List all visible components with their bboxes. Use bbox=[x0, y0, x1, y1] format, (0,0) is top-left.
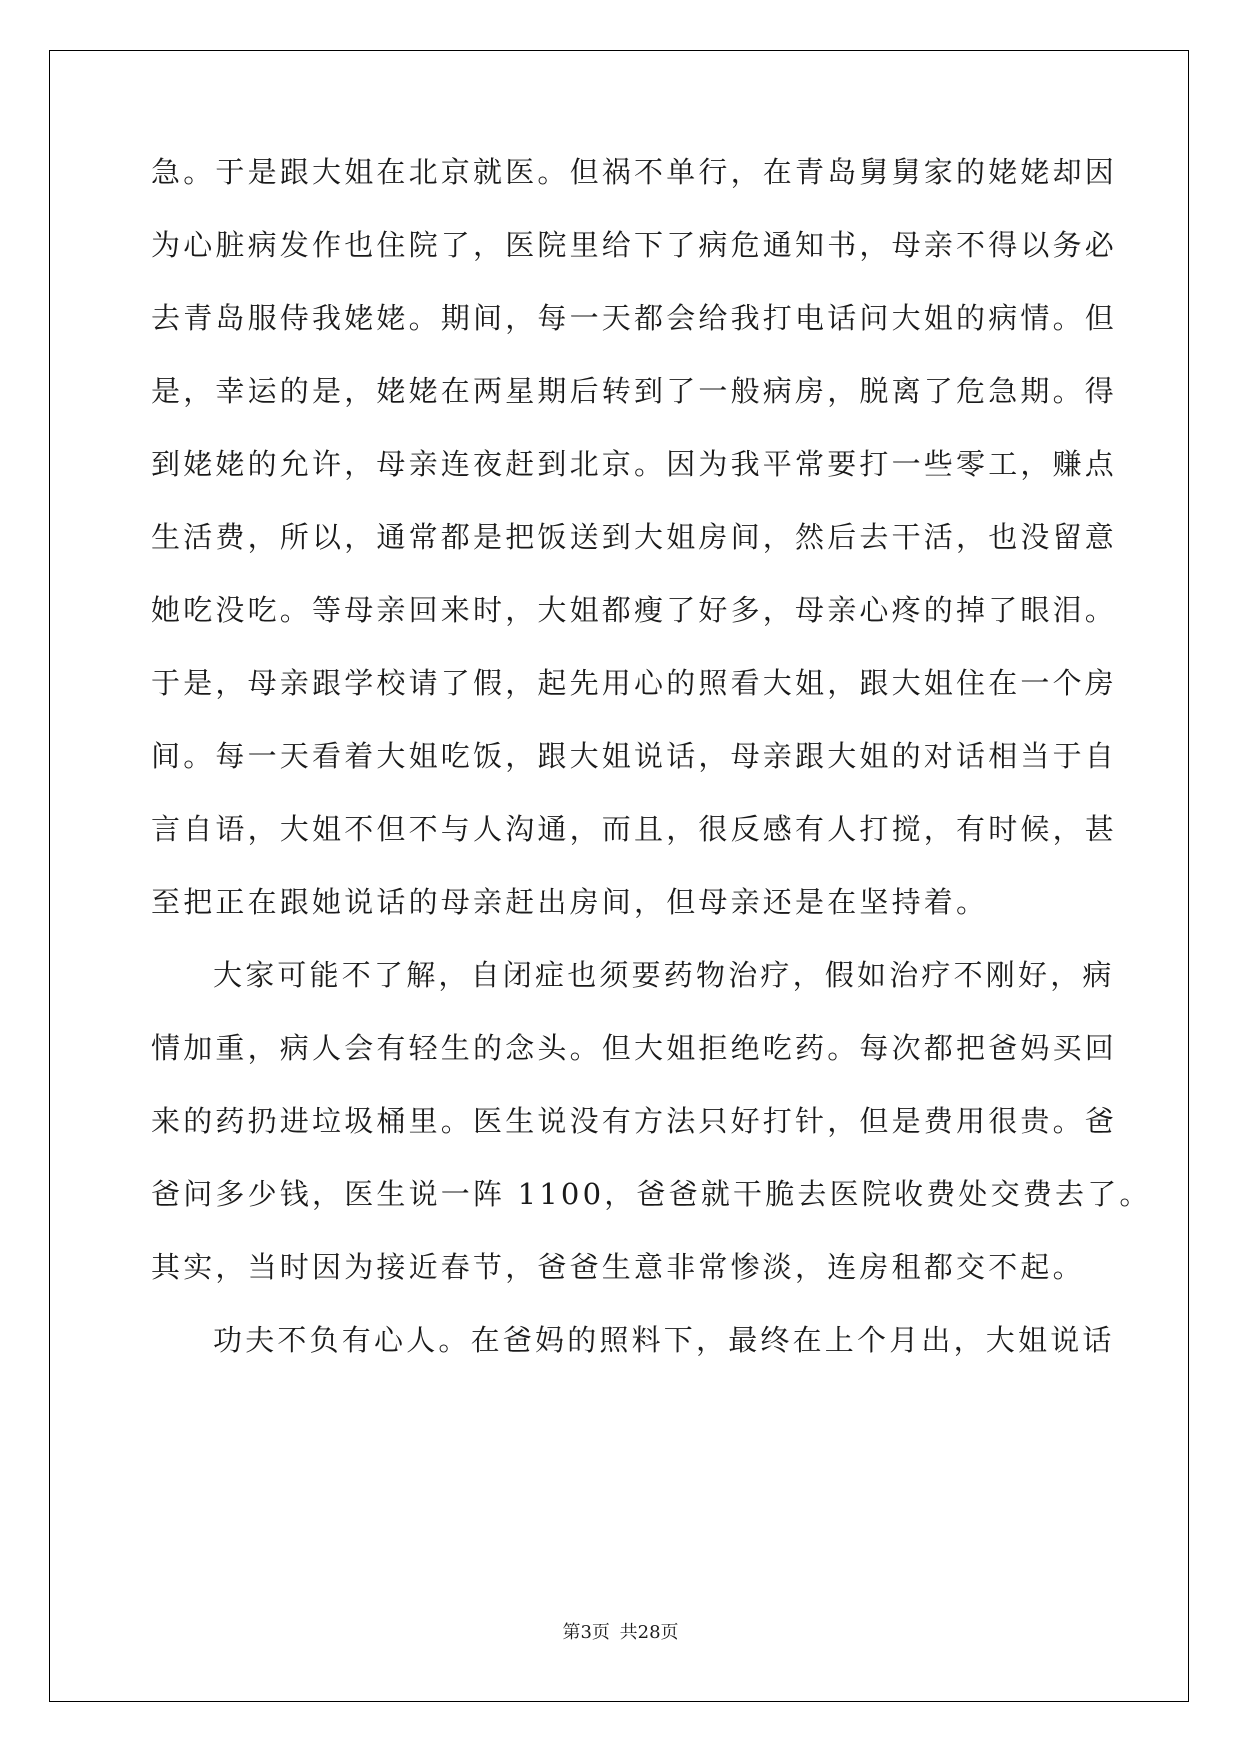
text-line: 她吃没吃。等母亲回来时，大姐都瘦了好多，母亲心疼的掉了眼泪。 bbox=[151, 593, 1118, 627]
text-line: 间。每一天看着大姐吃饭，跟大姐说话，母亲跟大姐的对话相当于自 bbox=[151, 739, 1118, 773]
paragraph-start-line: 功夫不负有心人。在爸妈的照料下，最终在上个月出，大姐说话 bbox=[213, 1323, 1115, 1357]
text-line: 到姥姥的允许，母亲连夜赶到北京。因为我平常要打一些零工，赚点 bbox=[151, 447, 1118, 481]
page-footer bbox=[0, 1618, 1241, 1644]
text-line: 情加重，病人会有轻生的念头。但大姐拒绝吃药。每次都把爸妈买回 bbox=[151, 1031, 1118, 1065]
text-line: 是，幸运的是，姥姥在两星期后转到了一般病房，脱离了危急期。得 bbox=[151, 374, 1118, 408]
page-total: 共28页 bbox=[619, 1622, 679, 1643]
paragraph-start-line: 大家可能不了解，自闭症也须要药物治疗，假如治疗不刚好，病 bbox=[213, 958, 1115, 992]
text-line: 去青岛服侍我姥姥。期间，每一天都会给我打电话问大姐的病情。但 bbox=[151, 301, 1118, 335]
text-line: 急。于是跟大姐在北京就医。但祸不单行，在青岛舅舅家的姥姥却因 bbox=[151, 155, 1118, 189]
text-line: 于是，母亲跟学校请了假，起先用心的照看大姐，跟大姐住在一个房 bbox=[151, 666, 1118, 700]
page-number: 第3页 bbox=[562, 1622, 610, 1643]
text-line: 爸问多少钱，医生说一阵 1100，爸爸就干脆去医院收费处交费去了。 bbox=[151, 1177, 1152, 1211]
text-line: 为心脏病发作也住院了，医院里给下了病危通知书，母亲不得以务必 bbox=[151, 228, 1118, 262]
text-line: 生活费，所以，通常都是把饭送到大姐房间，然后去干活，也没留意 bbox=[151, 520, 1118, 554]
text-line: 其实，当时因为接近春节，爸爸生意非常惨淡，连房租都交不起。 bbox=[151, 1250, 1085, 1284]
text-line: 来的药扔进垃圾桶里。医生说没有方法只好打针，但是费用很贵。爸 bbox=[151, 1104, 1118, 1138]
text-line: 言自语，大姐不但不与人沟通，而且，很反感有人打搅，有时候，甚 bbox=[151, 812, 1118, 846]
text-line: 至把正在跟她说话的母亲赶出房间，但母亲还是在坚持着。 bbox=[151, 885, 989, 919]
